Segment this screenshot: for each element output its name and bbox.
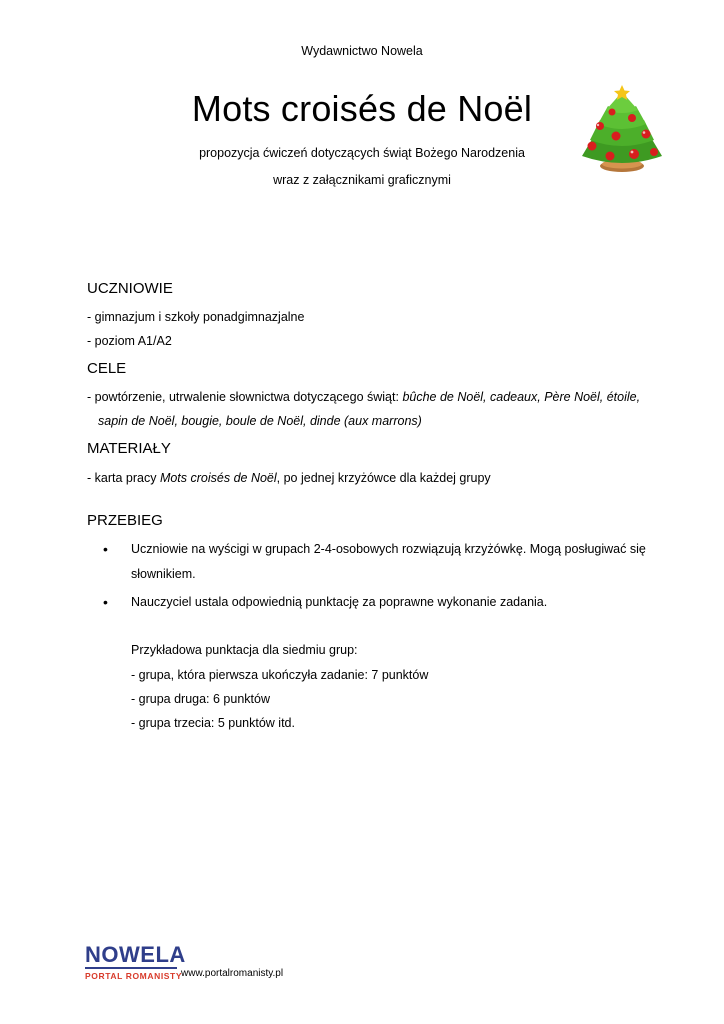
materials-line — [87, 471, 491, 485]
goal-line-2 — [98, 414, 422, 428]
goal-prefix: - powtórzenie, utrwalenie słownictwa dotyczącego świąt: — [87, 390, 403, 404]
publisher-name: Wydawnictwo Nowela — [301, 44, 423, 58]
bullet-icon: • — [103, 541, 108, 557]
bullet-icon: • — [103, 594, 108, 610]
scoring-item: - grupa trzecia: 5 punktów itd. — [131, 716, 295, 730]
section-heading-uczniowie: UCZNIOWIE — [87, 280, 173, 297]
section-heading-przebieg: PRZEBIEG — [87, 512, 163, 529]
list-item: - gimnazjum i szkoły ponadgimnazjalne — [87, 310, 305, 324]
footer-url-link[interactable]: www.portalromanisty.pl — [181, 968, 284, 979]
list-item: - poziom A1/A2 — [87, 334, 172, 348]
bullet-2: Nauczyciel ustala odpowiednią punktację za poprawne wykonanie zadania. — [131, 595, 548, 609]
materials-prefix: - karta pracy — [87, 471, 160, 485]
logo-wordmark: NOWELA — [85, 942, 186, 967]
logo-tagline: PORTAL ROMANISTY — [85, 971, 183, 981]
subtitle-line-1: propozycja ćwiczeń dotyczących świąt Bożego Narodzenia — [199, 146, 525, 160]
logo-divider — [85, 967, 177, 969]
vocabulary-words: bûche de Noël, cadeaux, Père Noël, étoile, — [402, 390, 641, 404]
nowela-logo — [85, 942, 186, 981]
subtitle-line-2: wraz z załącznikami graficznymi — [273, 173, 451, 187]
goal-line-1 — [87, 390, 640, 404]
materials-suffix: , po jednej krzyżówce dla każdej grupy — [276, 471, 491, 485]
document-title: Mots croisés de Noël — [191, 88, 533, 129]
scoring-intro: Przykładowa punktacja dla siedmiu grup: — [131, 643, 358, 657]
bullet-1-line-1: Uczniowie na wyścigi w grupach 2-4-osobowych rozwiązują krzyżówkę. Mogą posługiwać się — [131, 542, 646, 556]
bullet-1-line-2: słownikiem. — [131, 567, 196, 581]
section-heading-cele: CELE — [87, 360, 127, 377]
worksheet-title: Mots croisés de Noël — [159, 471, 277, 485]
section-heading-materialy: MATERIAŁY — [87, 440, 171, 457]
vocabulary-words: sapin de Noël, bougie, boule de Noël, dinde (aux marrons) — [98, 414, 422, 428]
christmas-tree-icon — [574, 84, 670, 176]
scoring-item: - grupa, która pierwsza ukończyła zadanie: 7 punktów — [131, 668, 429, 682]
scoring-item: - grupa druga: 6 punktów — [131, 692, 270, 706]
